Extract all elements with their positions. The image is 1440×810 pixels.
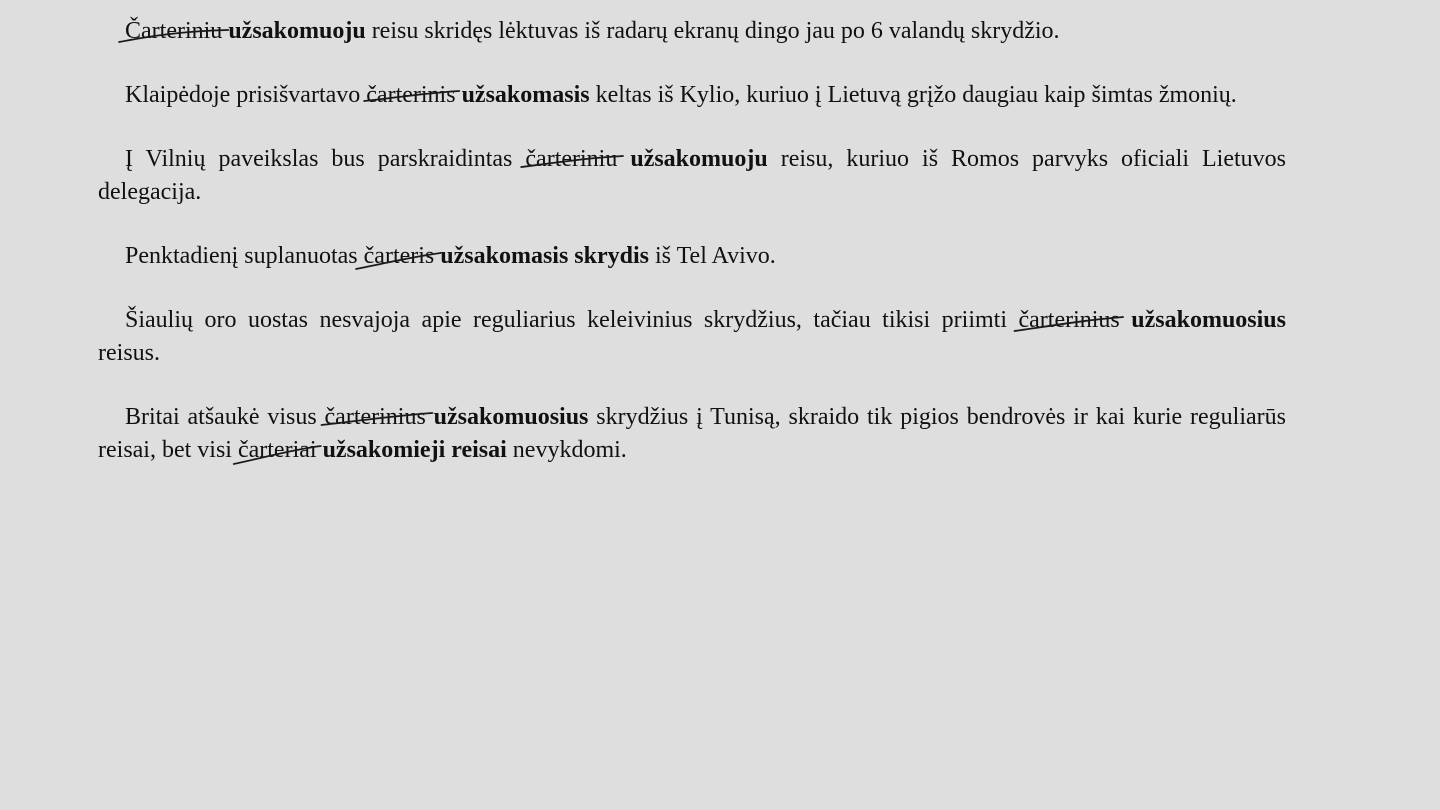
struck-word-text: Čarteriniu (125, 18, 223, 44)
bold-replacement: užsakomuoju (228, 18, 366, 44)
struck-word (1018, 304, 1119, 337)
struck-word (325, 401, 426, 434)
paragraph-text: skrydžius į Tunisą, skraido tik pigios bendrovės ir kai kurie reguliarūs reisai, bet visi (98, 404, 1287, 463)
paragraph-5 (98, 304, 1286, 370)
paragraph-text: iš Tel Avivo. (649, 243, 776, 269)
paragraph-text: nevykdomi. (506, 437, 627, 463)
struck-word-text: čarteriniu (525, 146, 618, 172)
struck-word (366, 79, 455, 112)
paragraph-text: Į Vilnių paveikslas bus parskraidintas (125, 146, 526, 172)
struck-word-text: čarteris (363, 243, 435, 269)
paragraph-text: Britai atšaukė visus (125, 404, 325, 430)
bold-replacement: užsakomasis skrydis (440, 243, 649, 269)
bold-replacement: užsakomuosius (1131, 307, 1286, 333)
paragraph-text: reisu, kuriuo iš Romos parvyks oficiali Lietuvos delegacija. (98, 146, 1286, 205)
paragraph-1 (98, 15, 1286, 48)
document-body (98, 15, 1286, 498)
paragraph-3 (98, 143, 1286, 209)
bold-replacement: užsakomasis (461, 82, 590, 108)
paragraph-text: keltas iš Kylio, kuriuo į Lietuvą grįžo daugiau kaip šimtas žmonių. (589, 82, 1237, 108)
struck-word (364, 240, 435, 273)
struck-word-text: čarterinis (366, 82, 456, 108)
paragraph-text: reisus. (98, 340, 160, 366)
bold-replacement: užsakomuoju (630, 146, 768, 172)
bold-replacement: užsakomuosius (433, 404, 589, 430)
paragraph-text: reisu skridęs lėktuvas iš radarų ekranų dingo jau po 6 valandų skrydžio. (365, 18, 1060, 44)
bold-replacement-2: užsakomieji reisai (322, 437, 507, 463)
struck-word-text: čarterinius (1018, 307, 1120, 333)
paragraph-text: Klaipėdoje prisišvartavo (125, 82, 367, 108)
paragraph-6 (98, 401, 1286, 467)
struck-word-text: čarteriai (237, 437, 317, 463)
paragraph-4 (98, 240, 1286, 273)
paragraph-2 (98, 79, 1286, 112)
struck-word-text: čarterinius (324, 404, 426, 430)
struck-word-2 (238, 434, 317, 467)
struck-word (125, 15, 222, 48)
paragraph-text: Penktadienį suplanuotas (125, 243, 364, 269)
paragraph-text: Šiaulių oro uostas nesvajoja apie reguliarius keleivinius skrydžius, tačiau tikisi priimti (125, 307, 1019, 333)
struck-word (525, 143, 617, 176)
